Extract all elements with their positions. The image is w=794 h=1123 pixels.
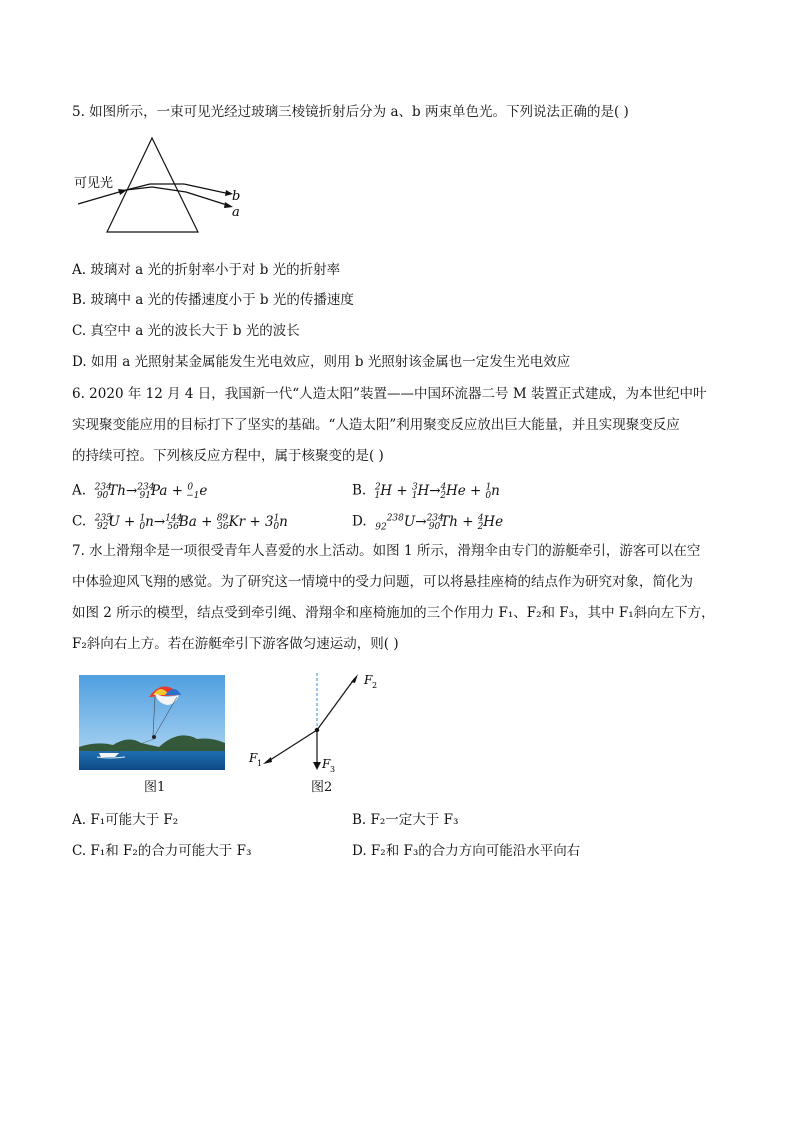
q6-stem-line-3: 的持续可控。下列核反应方程中，属于核聚变的是( ) bbox=[72, 448, 384, 464]
q6-option-a: A. $^{234}_{90}$Th→$^{234}_{91}$Pa + $^0_{-1}$e bbox=[72, 482, 208, 502]
q5-option-b: B. 玻璃中 a 光的传播速度小于 b 光的传播速度 bbox=[72, 292, 354, 308]
prism-figure bbox=[70, 132, 260, 237]
q7-stem-line-3: 如图 2 所示的模型，结点受到牵引绳、滑翔伞和座椅施加的三个作用力 F₁、F₂和 F₃，其中 F₁斜向左下方， bbox=[72, 605, 715, 621]
q7-stem-line-4: F₂斜向右上方。若在游艇牵引下游客做匀速运动，则( ) bbox=[72, 636, 399, 652]
q5-option-c: C. 真空中 a 光的波长大于 b 光的波长 bbox=[72, 323, 300, 339]
q5-option-a: A. 玻璃对 a 光的折射率小于对 b 光的折射率 bbox=[72, 262, 341, 278]
ray-b-label: b bbox=[232, 189, 241, 204]
q7-stem-line-2: 中体验迎风飞翔的感觉。为了研究这一情境中的受力问题，可以将悬挂座椅的结点作为研究对象，简化为 bbox=[72, 574, 693, 590]
figure-1-caption: 图1 bbox=[144, 780, 166, 795]
q6-option-c: C. $^{235}_{92}U + ^1_0n\to^{144}_{56}Ba + ^{89}_{36}Kr + 3^1_0n$ bbox=[72, 513, 288, 533]
q6-option-d: D. $_{92}^{238}$U→$^{234}_{90}$Th + $^4_2$He bbox=[352, 513, 504, 533]
figure-2-caption: 图2 bbox=[311, 780, 333, 795]
q6-stem-line-1: 6. 2020 年 12 月 4 日，我国新一代“人造太阳”装置——中国环流器二号 M 装置正式建成，为本世纪中叶 bbox=[72, 386, 707, 402]
visible-light-label: 可见光 bbox=[74, 176, 114, 191]
q7-option-b: B. F₂一定大于 F₃ bbox=[352, 812, 459, 828]
q5-option-d: D. 如用 a 光照射某金属能发生光电效应，则用 b 光照射该金属也一定发生光电效应 bbox=[72, 354, 571, 370]
force-f1-subscript: 1 bbox=[257, 759, 263, 768]
q5-stem: 5. 如图所示，一束可见光经过玻璃三棱镜折射后分为 a、b 两束单色光。下列说法正确的是( ) bbox=[72, 104, 629, 120]
ray-a-label: a bbox=[232, 205, 240, 220]
parasailing-photo bbox=[79, 675, 225, 770]
q7-option-c: C. F₁和 F₂的合力可能大于 F₃ bbox=[72, 843, 252, 859]
force-diagram bbox=[245, 670, 385, 775]
force-f2-label: F bbox=[364, 673, 373, 687]
force-f1-label: F bbox=[249, 751, 258, 765]
q7-option-d: D. F₂和 F₃的合力方向可能沿水平向右 bbox=[352, 843, 581, 859]
q7-stem-line-1: 7. 水上滑翔伞是一项很受青年人喜爱的水上活动。如图 1 所示，滑翔伞由专门的游艇牵引，游客可以在空 bbox=[72, 543, 701, 559]
q6-stem-line-2: 实现聚变能应用的目标打下了坚实的基础。“人造太阳”利用聚变反应放出巨大能量，并且实现聚变反应 bbox=[72, 417, 680, 433]
q7-option-a: A. F₁可能大于 F₂ bbox=[72, 812, 179, 828]
force-f3-label: F bbox=[322, 757, 331, 771]
force-f2-subscript: 2 bbox=[372, 681, 378, 690]
force-f3-subscript: 3 bbox=[330, 765, 336, 774]
q6-option-b: B. $^2_1$H + $^3_1$H→$^4_2$He + $^1_0$n bbox=[352, 482, 500, 502]
